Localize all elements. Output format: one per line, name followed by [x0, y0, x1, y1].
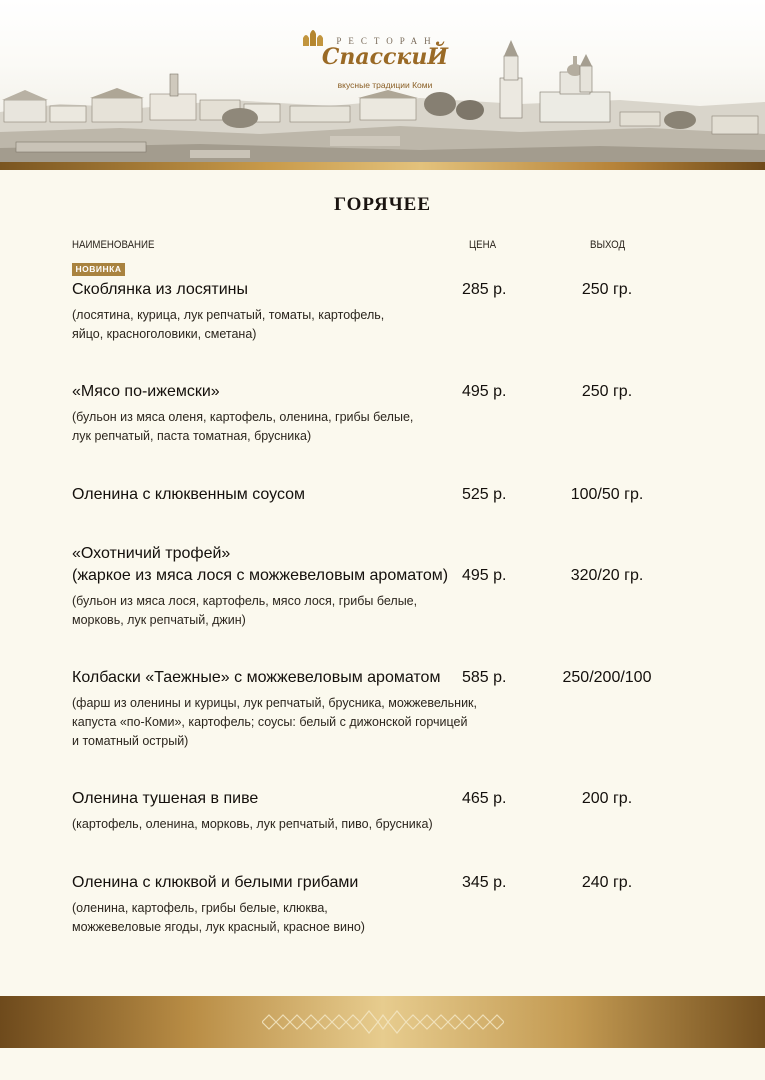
new-badge: НОВИНКА — [72, 263, 125, 276]
item-name-subtitle: (жаркое из мяса лося с можжевеловым ароматом) — [72, 567, 449, 584]
ornament-pattern-icon — [262, 1008, 504, 1036]
logo-restaurant-label: РЕСТОРАН — [336, 36, 438, 46]
item-price: 585 р. — [462, 669, 507, 686]
item-description-line: (картофель, оленина, морковь, лук репчатый, пиво, брусника) — [72, 817, 433, 831]
item-yield: 100/50 гр. — [570, 486, 644, 503]
header-banner — [0, 0, 765, 162]
header-gold-divider — [0, 162, 765, 170]
logo-name: СпасскиЙ — [321, 44, 449, 70]
section-title: ГОРЯЧЕЕ — [333, 194, 432, 215]
item-name: Оленина с клюквой и белыми грибами — [72, 874, 359, 891]
item-description-line: (лосятина, курица, лук репчатый, томаты, картофель, — [72, 308, 385, 322]
item-name: Скоблянка из лосятины — [72, 281, 249, 298]
item-name: «Охотничий трофей» — [72, 545, 231, 562]
footer-gold-band — [0, 996, 765, 1048]
item-description-line: морковь, лук репчатый, джин) — [72, 613, 246, 627]
item-description-line: (оленина, картофель, грибы белые, клюква, — [72, 901, 328, 915]
item-name: Колбаски «Таежные» с можжевеловым ароматом — [72, 669, 441, 686]
item-price: 345 р. — [462, 874, 507, 891]
logo-subtitle: вкусные традиции Коми — [337, 80, 433, 90]
column-header-price: ЦЕНА — [469, 239, 497, 251]
item-price: 495 р. — [462, 567, 507, 584]
item-yield: 250 гр. — [581, 281, 633, 298]
item-price: 465 р. — [462, 790, 507, 807]
item-yield: 240 гр. — [581, 874, 633, 891]
item-description-line: (бульон из мяса оленя, картофель, оленина, грибы белые, — [72, 410, 414, 424]
item-description-line: лук репчатый, паста томатная, брусника) — [72, 429, 312, 443]
item-yield: 320/20 гр. — [570, 567, 644, 584]
item-description-line: капуста «по-Коми», картофель; соусы: белый с дижонской горчицей — [72, 715, 468, 729]
column-header-name: НАИМЕНОВАНИЕ — [72, 239, 155, 251]
column-header-yield: ВЫХОД — [590, 239, 626, 251]
item-description-line: яйцо, красноголовики, сметана) — [72, 327, 257, 341]
item-yield: 250/200/100 — [562, 669, 652, 686]
item-description-line: (фарш из оленины и курицы, лук репчатый, брусника, можжевельник, — [72, 696, 477, 710]
item-name: Оленина тушеная в пиве — [72, 790, 259, 807]
item-yield: 200 гр. — [581, 790, 633, 807]
item-description-line: можжевеловые ягоды, лук красный, красное вино) — [72, 920, 365, 934]
item-price: 285 р. — [462, 281, 507, 298]
item-price: 525 р. — [462, 486, 507, 503]
item-yield: 250 гр. — [581, 383, 633, 400]
item-description-line: и томатный острый) — [72, 734, 189, 748]
item-name: Оленина с клюквенным соусом — [72, 486, 306, 503]
item-price: 495 р. — [462, 383, 507, 400]
item-description-line: (бульон из мяса лося, картофель, мясо лося, грибы белые, — [72, 594, 418, 608]
item-name: «Мясо по-ижемски» — [72, 383, 220, 400]
